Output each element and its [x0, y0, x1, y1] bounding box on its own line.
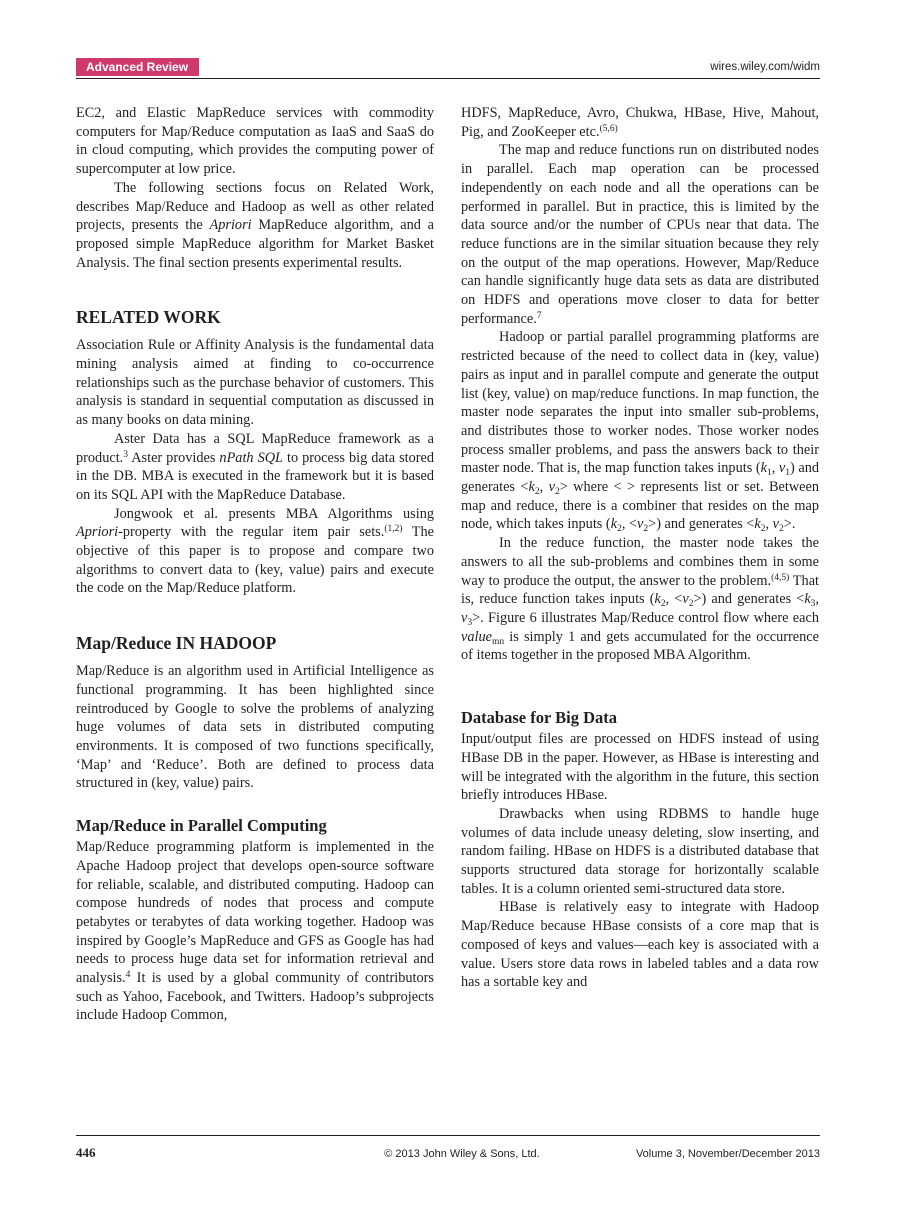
- intro-sections-paragraph: The following sections focus on Related Work, describes Map/Reduce and Hadoop as well as other related projects, presents the Apriori MapReduce algorithm, and a proposed simple MapReduce algorithm for Market Basket Analysis. The final section presents experimental results.: [76, 179, 434, 271]
- volume-info: Volume 3, November/December 2013: [635, 1148, 820, 1160]
- citation[interactable]: 4: [125, 970, 131, 981]
- heading-database-big-data: Database for Big Data: [461, 708, 617, 728]
- intro-paragraph-end: EC2, and Elastic MapReduce services with commodity computers for Map/Reduce computation as IaaS and SaaS do in cloud computing, which provides the computing power of supercomputer at low price.: [76, 105, 434, 178]
- citation[interactable]: (5,6): [599, 123, 618, 134]
- heading-mapreduce-in-hadoop: Map/Reduce IN HADOOP: [76, 633, 277, 654]
- map-reduce-functions-paragraph: The map and reduce functions run on distributed nodes in parallel. Each map operation can be processed independently on each node and all the operations can be performed in parallel. But in practice, this is limited by the data source and/or the number of CPUs near that data. The reduce functions are in the similar situation because they rely on the output of the map operations. However, Map/Reduce can handle significantly huge data sets as data are distributed on HDFS and operations move closer to data for better performance.$^7$: [461, 142, 819, 327]
- mapreduce-paragraph: Map/Reduce is an algorithm used in Artificial Intelligence as functional programming. It has been highlighted since reintroduced by Google to solve the problems of analyzing huge volumes of data sets in distributed computing environments. It is composed of two functions specifically, ‘Map’ and ‘Reduce’. Both are defined to process data structured in (key, value) pairs.: [76, 663, 434, 792]
- section-badge: Advanced Review: [76, 58, 199, 76]
- related-work-paragraph-1: Association Rule or Affinity Analysis is the fundamental data mining analysis aimed at finding to co-occurrence relationships such as the purchase behavior of customers. This analysis is standard in sequential computation as discussed in as many books on data mining.: [76, 337, 434, 429]
- parallel-computing-paragraph: Map/Reduce programming platform is implemented in the Apache Hadoop project that develops open-source software for reliable, scalable, and distributed computing. Hadoop can compose hundreds of nodes that process and compute petabytes or terabytes of data working together. Hadoop was inspired by Google’s MapReduce and GFS as Google has had needs to process huge data set for information retrieval and analysis.$^4$ It is used by a global community of contributors such as Yahoo, Facebook, and Twitters. Hadoop’s subprojects include Hadoop Common,: [76, 839, 434, 1024]
- citation[interactable]: (1,2): [384, 524, 403, 535]
- heading-related-work: RELATED WORK: [76, 307, 221, 328]
- citation[interactable]: 3: [123, 449, 128, 460]
- journal-url[interactable]: wires.wiley.com/widm: [710, 61, 820, 73]
- page-number: 446: [76, 1145, 96, 1160]
- map-function-paragraph: Hadoop or partial parallel programming platforms are restricted because of the need to collect data in (key, value) pairs as input and in parallel compute and generate the output list (key, value) on map/reduce functions. In map function, the master node separates the input into smaller sub-problems, and distributes those to worker nodes. Those worker nodes process smaller problems, and pass the answers back to their master node. That is, the map function takes inputs ($k_1$, $v_1$) and generates $<k_2$, $v_2>$ where < > represents list or set. Between map and reduce, there is a combiner that resides on the map node, which takes inputs ($k_2$, $<v_2>$) and generates $<k_2$, $v_2>$.: [461, 329, 820, 535]
- right-column: [461, 104, 819, 992]
- left-column: [76, 104, 434, 1025]
- reduce-function-paragraph: In the reduce function, the master node takes the answers to all the sub-problems and combines them in some way to produce the output, the answer to the problem.$^{(4,5)}$ That is, reduce function takes inputs ($k_2$, $<v_2>$) and generates $<k_3$, $v_3>$. Figure 6 illustrates Map/Reduce control flow where each value$_{mn}$ is simply 1 and gets accumulated for the occurrence of items together in the proposed MBA Algorithm.: [461, 535, 820, 664]
- footer-rule: [76, 1135, 820, 1136]
- database-paragraph-3: HBase is relatively easy to integrate with Hadoop Map/Reduce because HBase consists of a core map that is composed of keys and values—each key is associated with a value. Users store data rows in labeled tables and a data row has a sortable key and: [461, 899, 819, 991]
- heading-parallel-computing: Map/Reduce in Parallel Computing: [76, 816, 327, 836]
- hadoop-subprojects-paragraph: HDFS, MapReduce, Avro, Chukwa, HBase, Hive, Mahout, Pig, and ZooKeeper etc.$^{(5,6)}$: [461, 105, 819, 140]
- header-rule: [76, 78, 820, 79]
- related-work-paragraph-3: Jongwook et al. presents MBA Algorithms using Apriori-property with the regular item pair sets.$^{(1,2)}$ The objective of this paper is to propose and compare two algorithms to convert data to (key, value) pairs and execute the code on the Map/Reduce platform.: [76, 505, 434, 597]
- related-work-paragraph-2: Aster Data has a SQL MapReduce framework as a product.$^3$ Aster provides nPath SQL to process big data stored in the DB. MBA is executed in the framework but it is based on its SQL API with the MapReduce Database.: [76, 430, 435, 503]
- citation[interactable]: 7: [536, 310, 542, 321]
- database-paragraph-1: Input/output files are processed on HDFS instead of using HBase DB in the paper. However, as HBase is interesting and will be integrated with the algorithm in the future, this section briefly introduces HBase.: [461, 731, 819, 804]
- database-paragraph-2: Drawbacks when using RDBMS to handle huge volumes of data include uneasy deleting, slow inserting, and random failing. HBase on HDFS is a distributed database that supports structured data storage for horizontally scalable tables. It is a column oriented semi-structured data store.: [461, 805, 819, 897]
- copyright: © 2013 John Wiley & Sons, Ltd.: [384, 1148, 540, 1160]
- citation[interactable]: (4,5): [771, 572, 790, 583]
